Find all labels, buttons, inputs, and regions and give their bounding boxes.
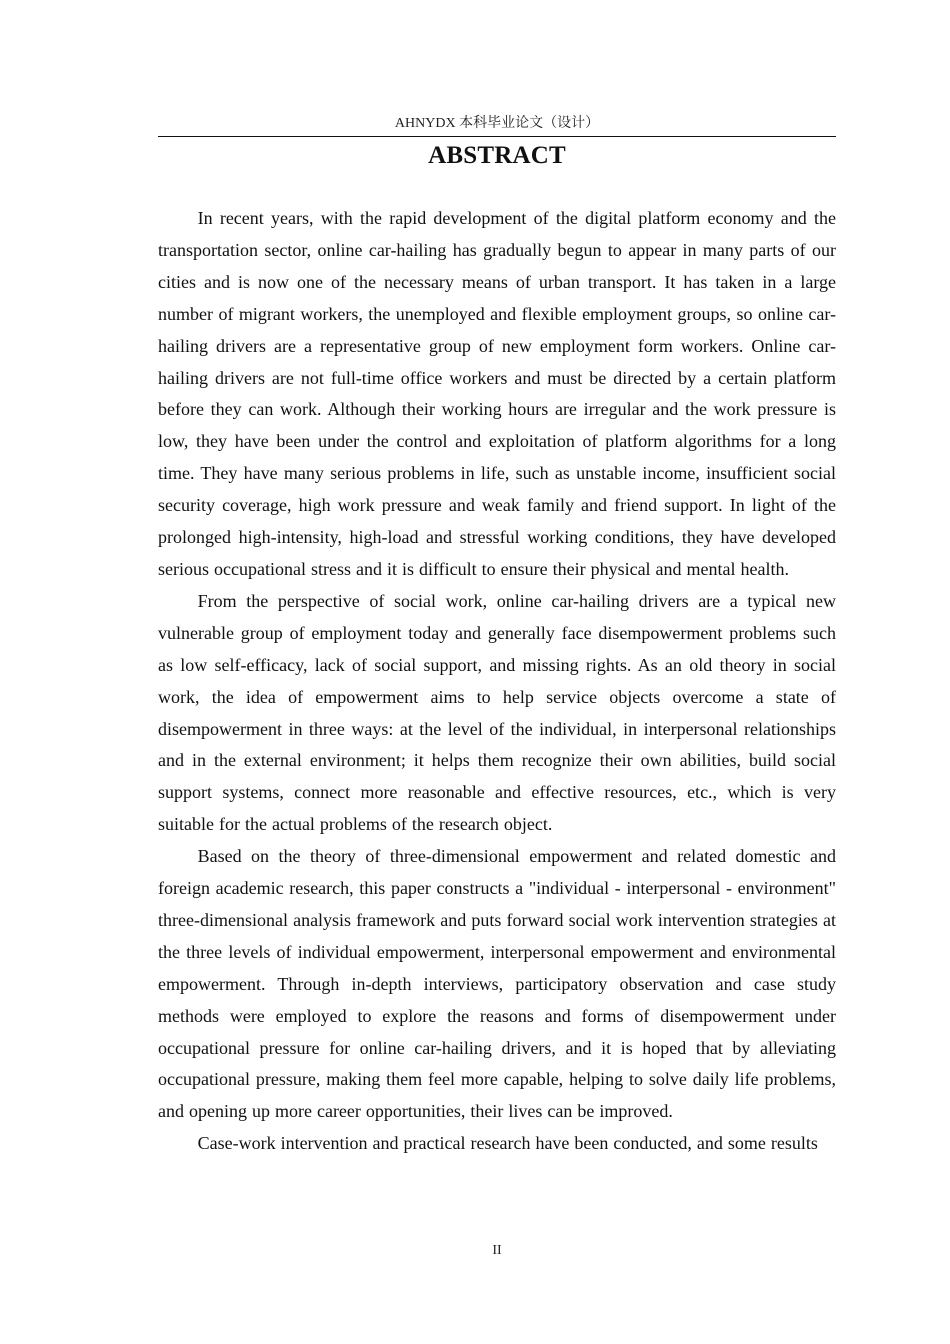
abstract-paragraph-3: Based on the theory of three-dimensional empowerment and related domestic and foreign academic research, this paper constructs a "individual - interpersonal - environment" three-dimensional analysis framework and puts forward social work intervention strategies at the three levels of individual empowerment, interpersonal empowerment and environmental empowerment. Through in-depth interviews, participatory observation and case study methods were employed to explore the reasons and forms of disempowerment under occupational pressure for online car-hailing drivers, and it is hoped that by alleviating occupational pressure, making them feel more capable, helping to solve daily life problems, and opening up more career opportunities, their lives can be improved.	[158, 846, 836, 1122]
abstract-paragraph-4: Case-work intervention and practical research have been conducted, and some results	[197, 1133, 818, 1154]
page-number: II	[492, 1243, 502, 1258]
abstract-body	[158, 203, 836, 1160]
header-divider	[158, 136, 836, 137]
abstract-paragraph-1: In recent years, with the rapid development of the digital platform economy and the transportation sector, online car-hailing has gradually begun to appear in many parts of our cities and is now one of the necessary means of urban transport. It has taken in a large number of migrant workers, the unemployed and flexible employment groups, so online car-hailing drivers are a representative group of new employment form workers. Online car-hailing drivers are not full-time office workers and must be directed by a certain platform before they can work. Although their working hours are irregular and the work pressure is low, they have been under the control and exploitation of platform algorithms for a long time. They have many serious problems in life, such as unstable income, insufficient social security coverage, high work pressure and weak family and friend support. In light of the prolonged high-intensity, high-load and stressful working conditions, they have developed serious occupational stress and it is difficult to ensure their physical and mental health.	[158, 208, 836, 579]
abstract-paragraph-2: From the perspective of social work, online car-hailing drivers are a typical new vulnerable group of employment today and generally face disempowerment problems such as low self-efficacy, lack of social support, and missing rights. As an old theory in social work, the idea of empowerment aims to help service objects overcome a state of disempowerment in three ways: at the level of the individual, in interpersonal relationships and in the external environment; it helps them recognize their own abilities, build social support systems, connect more reasonable and effective resources, etc., which is very suitable for the actual problems of the research object.	[158, 590, 836, 835]
running-header: AHNYDX 本科毕业论文（设计）	[394, 116, 600, 131]
abstract-title: ABSTRACT	[428, 142, 566, 169]
